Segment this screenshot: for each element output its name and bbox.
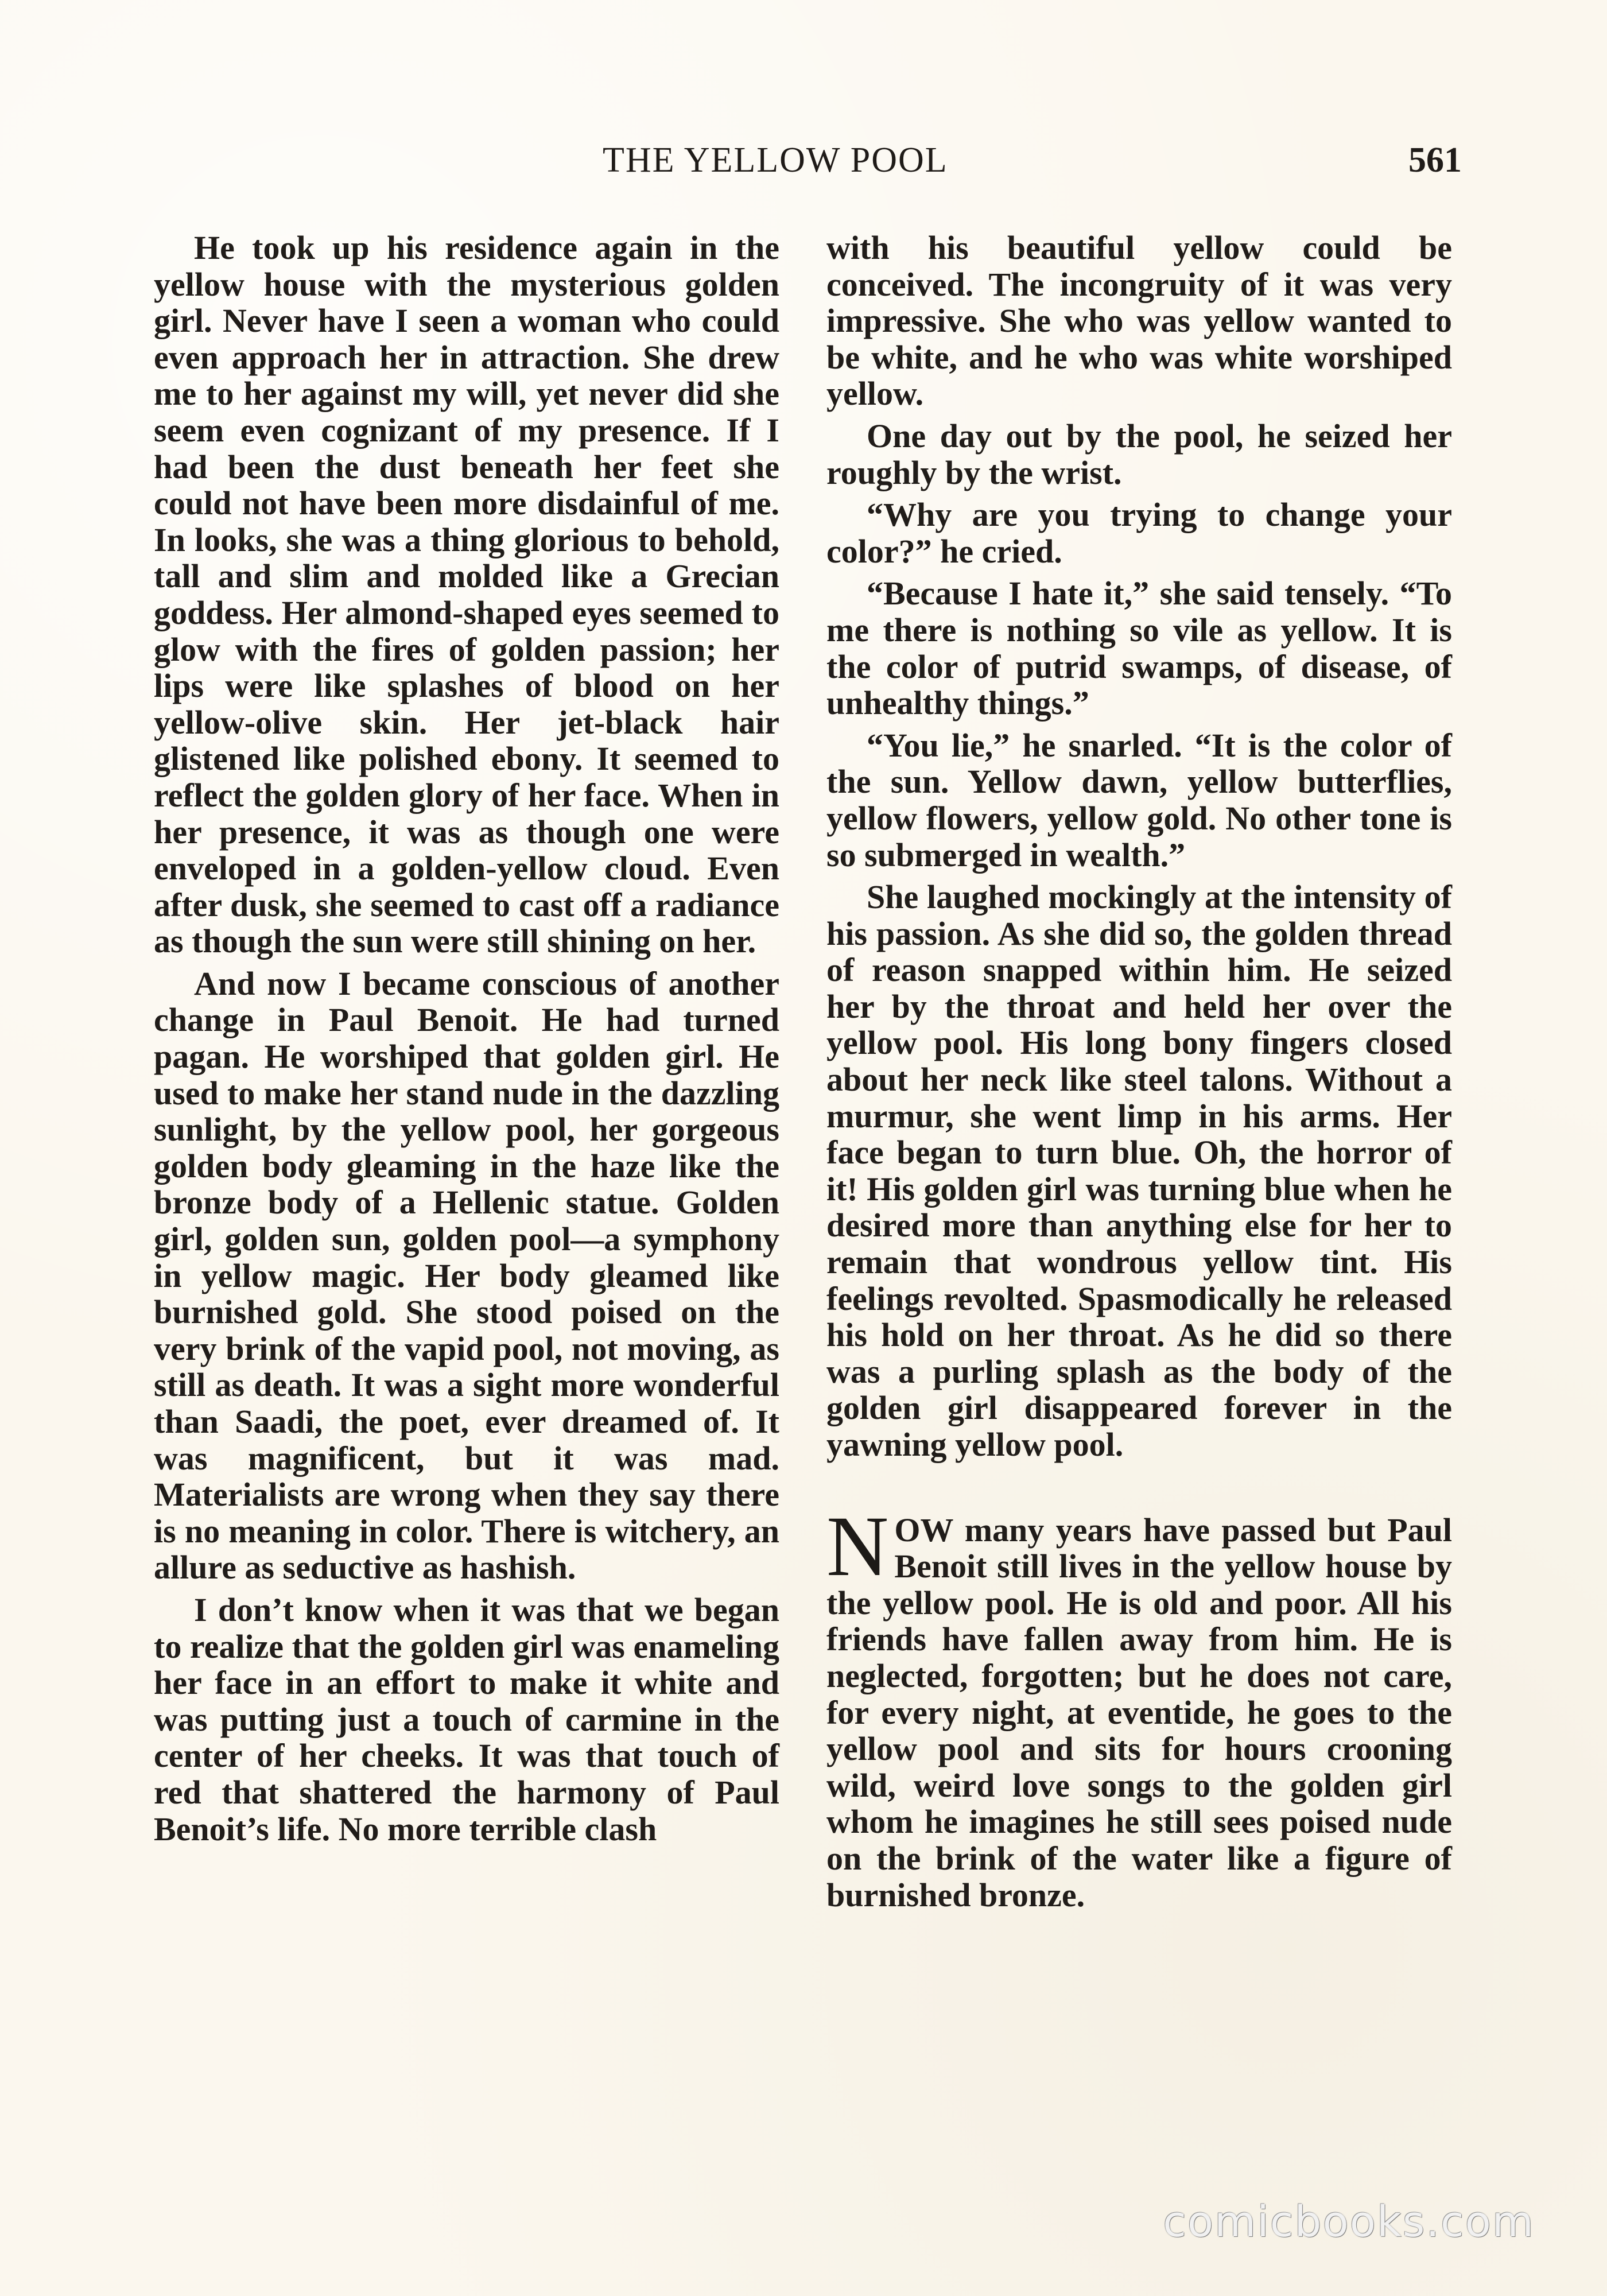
right-paragraph-4: “Because I hate it,” she said tensely. “To me there is nothing so vile as yellow. It is the color of putrid swamps, of disease, of unhealthy things.”: [826, 575, 1452, 722]
right-paragraph-5: “You lie,” he snarled. “It is the color of the sun. Yellow dawn, yellow butterflies, yellow flowers, yellow gold. No other tone is so submerged in wealth.”: [826, 726, 1452, 874]
left-paragraph-2: And now I became conscious of another change in Paul Benoit. He had turned pagan. He worshiped that golden girl. He used to make her stand nude in the dazzling sunlight, by the yellow pool, her gorgeous golden body gleaming in the haze like the bronze body of a Hellenic statue. Golden girl, golden sun, golden pool—a symphony in yellow magic. Her body gleamed like burnished gold. She stood poised on the very brink of the vapid pool, not moving, as still as death. It was a sight more wonderful than Saadi, the poet, ever dreamed of. It was magnificent, but it was mad. Materialists are wrong when they say there is no meaning in color. There is witchery, an allure as seductive as hashish.: [154, 964, 779, 1587]
left-paragraph-3: I don’t know when it was that we began to realize that the golden girl was enameling her face in an effort to make it white and was putting just a touch of carmine in the center of her cheeks. It was that touch of red that shattered the harmony of Paul Benoit’s life. No more terrible clash: [154, 1591, 779, 1848]
left-column: [154, 230, 779, 1853]
right-paragraph-6: She laughed mockingly at the intensity of his passion. As she did so, the golden thread of reason snapped within him. He seized her by the throat and held her over the yellow pool. His long bony fingers closed about her neck like steel talons. Without a murmur, she went limp in his arms. Her face began to turn blue. Oh, the horror of it! His golden girl was turning blue when he desired more than anything else for her to remain that wondrous yellow tint. His feelings revolted. Spasmodically he released his hold on her throat. As he did so there was a purling splash as the body of the golden girl disappeared forever in the yawning yellow pool.: [826, 878, 1452, 1463]
right-paragraph-1: with his beautiful yellow could be conceived. The incongruity of it was very impressive. She who was yellow wanted to be white, and he who was white worshiped yellow.: [826, 229, 1452, 413]
page-number: 561: [1408, 141, 1462, 180]
right-paragraph-3: “Why are you trying to change your color?” he cried.: [826, 496, 1452, 570]
right-paragraph-2: One day out by the pool, he seized her roughly by the wrist.: [826, 417, 1452, 491]
page-title: THE YELLOW POOL: [603, 141, 948, 180]
page-header: [0, 142, 1607, 188]
left-paragraph-1: He took up his residence again in the yellow house with the mysterious golden girl. Never have I seen a woman who could even approach her in attraction. She drew me to her against my will, yet never did she seem even cognizant of my presence. If I had been the dust beneath her feet she could not have been more disdainful of me. In looks, she was a thing glorious to behold, tall and slim and molded like a Grecian goddess. Her almond-shaped eyes seemed to glow with the fires of golden passion; her lips were like splashes of blood on her yellow-olive skin. Her jet-black hair glistened like polished ebony. It seemed to reflect the golden glory of her face. When in her presence, it was as though one were enveloped in a golden-yellow cloud. Even after dusk, she seemed to cast off a radiance as though the sun were still shining on her.: [154, 229, 779, 960]
final-section-paragraph: [826, 1498, 1452, 1914]
drop-cap-letter: N: [826, 1498, 889, 1594]
site-watermark: comicbooks.com: [1163, 2197, 1535, 2247]
final-paragraph-text: OW many years have passed but Paul Benoit still lives in the yellow house by the yellow pool. He is old and poor. All his friends have fallen away from him. He is neglected, forgotten; but he does not care, for every night, at eventide, he goes to the yellow pool and sits for hours crooning wild, weird love songs to the golden girl whom he imagines he still sees poised nude on the brink of the water like a figure of burnished bronze.: [826, 1511, 1452, 1914]
right-column: [826, 230, 1452, 1919]
